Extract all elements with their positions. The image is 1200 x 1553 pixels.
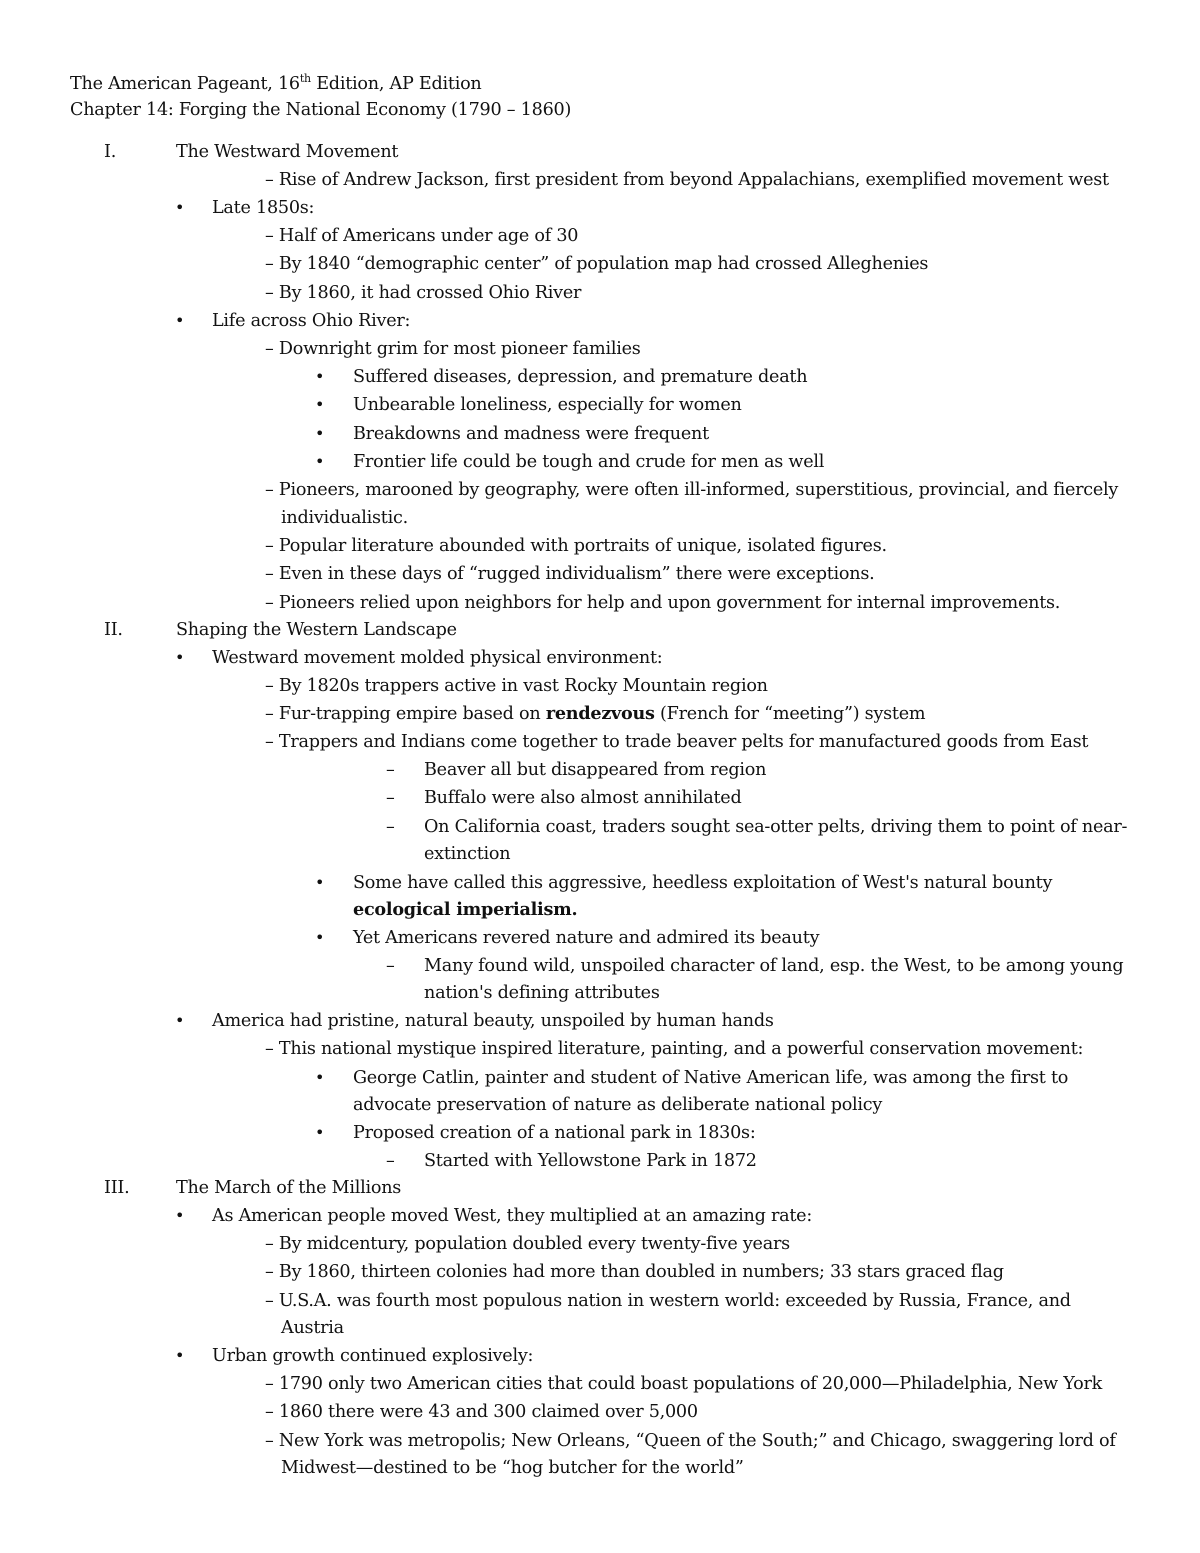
outline-bullet: Late 1850s: xyxy=(212,198,315,218)
outline-line: – Popular literature abounded with portraits of unique, isolated figures. xyxy=(265,536,887,556)
outline-dash-item: Many found wild, unspoiled character of land, esp. the West, to be among young xyxy=(424,956,1124,976)
dash-marker: – xyxy=(386,760,395,780)
outline-line: – By 1840 “demographic center” of population map had crossed Alleghenies xyxy=(265,254,929,274)
outline-line: – Downright grim for most pioneer families xyxy=(265,339,641,359)
bullet-icon: • xyxy=(315,395,325,414)
outline-dash-item: Buffalo were also almost annihilated xyxy=(424,788,742,808)
bullet-icon: • xyxy=(315,367,325,386)
bullet-icon: • xyxy=(315,424,325,443)
outline-bullet: America had pristine, natural beauty, unspoiled by human hands xyxy=(212,1011,774,1031)
outline-line-continued: individualistic. xyxy=(281,508,408,528)
section-heading: The Westward Movement xyxy=(176,142,399,162)
outline-subbullet: Unbearable loneliness, especially for women xyxy=(353,395,742,415)
term-bold: ecological imperialism. xyxy=(353,899,578,920)
bullet-icon: • xyxy=(315,1068,325,1087)
outline-dash-item-continued: extinction xyxy=(424,844,511,864)
bullet-icon: • xyxy=(315,452,325,471)
outline-line: – 1790 only two American cities that could boast populations of 20,000—Philadelphia, New York xyxy=(265,1374,1103,1394)
section-numeral: III. xyxy=(104,1178,130,1198)
bullet-icon: • xyxy=(315,928,325,947)
dash-marker: – xyxy=(386,788,395,808)
outline-line: – New York was metropolis; New Orleans, “Queen of the South;” and Chicago, swaggering lord of xyxy=(265,1431,1116,1451)
outline-subbullet: Some have called this aggressive, heedless exploitation of West's natural bounty xyxy=(353,873,1053,893)
outline-line: – Rise of Andrew Jackson, first president from beyond Appalachians, exemplified movement west xyxy=(265,170,1109,190)
outline-dash-item-continued: nation's defining attributes xyxy=(424,983,660,1003)
dash-marker: – xyxy=(386,1151,395,1171)
outline-bullet: Urban growth continued explosively: xyxy=(212,1346,534,1366)
bullet-icon: • xyxy=(175,311,185,330)
bullet-icon: • xyxy=(175,1206,185,1225)
outline-line: – This national mystique inspired literature, painting, and a powerful conservation movement: xyxy=(265,1039,1084,1059)
outline-subbullet: Breakdowns and madness were frequent xyxy=(353,424,709,444)
outline-text: – Fur-trapping empire based on xyxy=(265,704,546,724)
outline-dash-item: Started with Yellowstone Park in 1872 xyxy=(424,1151,757,1171)
bullet-icon: • xyxy=(315,873,325,892)
outline-subbullet: Yet Americans revered nature and admired its beauty xyxy=(353,928,820,948)
outline-line: – Even in these days of “rugged individualism” there were exceptions. xyxy=(265,564,875,584)
outline-line: – By 1820s trappers active in vast Rocky Mountain region xyxy=(265,676,768,696)
title-text-end: Edition, AP Edition xyxy=(310,74,482,94)
bullet-icon: • xyxy=(175,1346,185,1365)
outline-subbullet: Proposed creation of a national park in 1830s: xyxy=(353,1123,756,1143)
title-text: The American Pageant, 16 xyxy=(70,74,300,94)
term-bold: rendezvous xyxy=(545,703,655,724)
outline-line: – U.S.A. was fourth most populous nation in western world: exceeded by Russia, France, and xyxy=(265,1291,1071,1311)
outline-bullet: Life across Ohio River: xyxy=(212,311,411,331)
section-numeral: I. xyxy=(104,142,117,162)
section-numeral: II. xyxy=(104,620,123,640)
outline-line: – Half of Americans under age of 30 xyxy=(265,226,579,246)
outline-bullet: As American people moved West, they multiplied at an amazing rate: xyxy=(212,1206,813,1226)
outline-line: – Pioneers, marooned by geography, were often ill-informed, superstitious, provincial, and fiercely xyxy=(265,480,1119,500)
section-heading: Shaping the Western Landscape xyxy=(176,620,457,640)
outline-line: – By midcentury, population doubled every twenty-five years xyxy=(265,1234,790,1254)
outline-line-continued: Austria xyxy=(281,1318,344,1338)
outline-line: – Pioneers relied upon neighbors for help and upon government for internal improvements. xyxy=(265,593,1061,613)
outline-subbullet: Suffered diseases, depression, and premature death xyxy=(353,367,808,387)
bullet-icon: • xyxy=(175,648,185,667)
outline-line: – By 1860, it had crossed Ohio River xyxy=(265,283,582,303)
outline-subbullet: George Catlin, painter and student of Native American life, was among the first to xyxy=(353,1068,1069,1088)
document-title xyxy=(70,70,482,98)
outline-dash-item: Beaver all but disappeared from region xyxy=(424,760,767,780)
outline-subbullet: Frontier life could be tough and crude for men as well xyxy=(353,452,825,472)
outline-line: – Trappers and Indians come together to trade beaver pelts for manufactured goods from East xyxy=(265,732,1089,752)
outline-line: – By 1860, thirteen colonies had more than doubled in numbers; 33 stars graced flag xyxy=(265,1262,1004,1282)
bullet-icon: • xyxy=(175,1011,185,1030)
bullet-icon: • xyxy=(175,198,185,217)
dash-marker: – xyxy=(386,817,395,837)
outline-bullet: Westward movement molded physical environment: xyxy=(212,648,663,668)
section-heading: The March of the Millions xyxy=(176,1178,402,1198)
outline-line xyxy=(265,700,925,728)
outline-line: – 1860 there were 43 and 300 claimed over 5,000 xyxy=(265,1402,698,1422)
dash-marker: – xyxy=(386,956,395,976)
outline-text: (French for “meeting”) system xyxy=(654,704,926,724)
chapter-title: Chapter 14: Forging the National Economy (1790 – 1860) xyxy=(70,100,572,120)
outline-line-continued: Midwest—destined to be “hog butcher for the world” xyxy=(281,1458,744,1478)
title-superscript: th xyxy=(299,72,311,86)
outline-subbullet-continued: advocate preservation of nature as deliberate national policy xyxy=(353,1095,883,1115)
outline-dash-item: On California coast, traders sought sea-otter pelts, driving them to point of near- xyxy=(424,817,1128,837)
bullet-icon: • xyxy=(315,1123,325,1142)
